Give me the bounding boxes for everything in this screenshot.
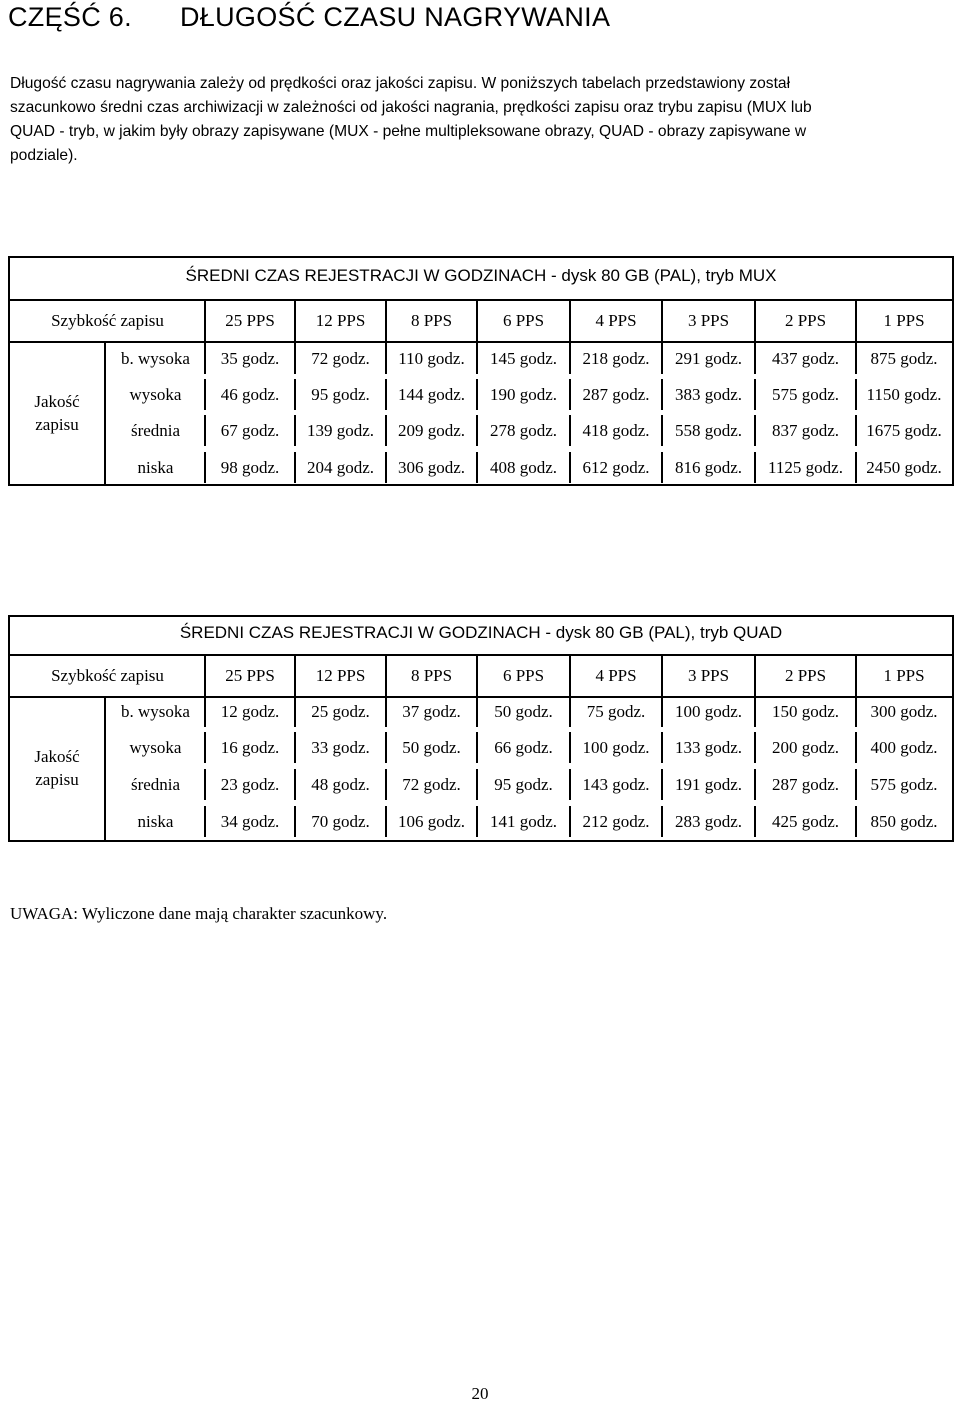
- quality-level: niska: [137, 457, 174, 477]
- cell-divider: [294, 769, 296, 800]
- time-cell: 98 godz.: [220, 457, 280, 477]
- time-cell: 100 godz.: [582, 737, 650, 757]
- cell-divider: [661, 343, 663, 374]
- speed-header-cell: 6 PPS: [502, 311, 545, 330]
- cell-divider: [754, 806, 756, 837]
- cell-divider: [385, 806, 387, 837]
- intro-line: Długość czasu nagrywania zależy od prędkości oraz jakości zapisu. W poniższych tabelach przedstawiony został: [10, 75, 791, 92]
- time-cell: 33 godz.: [311, 737, 370, 757]
- time-cell: 46 godz.: [220, 384, 280, 404]
- cell-divider: [661, 696, 663, 727]
- time-cell: 287 godz.: [771, 774, 840, 794]
- time-cell: 204 godz.: [306, 457, 375, 477]
- time-cell: 278 godz.: [489, 420, 558, 440]
- speed-header-cell: 2 PPS: [784, 311, 827, 330]
- table-row: [106, 693, 952, 730]
- time-cell: 110 godz.: [398, 348, 465, 368]
- cell-divider: [855, 806, 857, 837]
- header-divider: [476, 656, 478, 696]
- speed-label: Szybkość zapisu: [51, 666, 164, 685]
- cell-divider: [385, 415, 387, 446]
- time-cell: 133 godz.: [674, 737, 743, 757]
- header-divider: [661, 301, 663, 341]
- cell-divider: [855, 343, 857, 374]
- time-cell: 143 godz.: [582, 774, 650, 794]
- speed-header-cell: 3 PPS: [687, 666, 730, 685]
- speed-header-cell: 2 PPS: [784, 666, 827, 685]
- cell-divider: [569, 343, 571, 374]
- speed-header-cell: 6 PPS: [502, 666, 545, 685]
- cell-divider: [754, 415, 756, 446]
- time-cell: 72 godz.: [402, 774, 461, 794]
- time-cell: 150 godz.: [771, 701, 840, 721]
- cell-divider: [385, 732, 387, 763]
- time-cell: 100 godz.: [674, 701, 743, 721]
- cell-divider: [569, 452, 571, 483]
- cell-divider: [569, 415, 571, 446]
- speed-header-cell: 8 PPS: [410, 666, 453, 685]
- cell-divider: [204, 696, 206, 727]
- header-divider: [855, 301, 857, 341]
- speed-header-cell: 4 PPS: [595, 666, 637, 685]
- section-title: DŁUGOŚĆ CZASU NAGRYWANIA: [180, 2, 611, 32]
- quality-label-line: zapisu: [35, 414, 79, 434]
- cell-divider: [855, 452, 857, 483]
- cell-divider: [855, 769, 857, 800]
- quality-level: średnia: [130, 420, 181, 440]
- cell-divider: [476, 769, 478, 800]
- time-cell: 575 godz.: [771, 384, 840, 404]
- cell-divider: [855, 415, 857, 446]
- cell-divider: [476, 379, 478, 410]
- cell-divider: [294, 732, 296, 763]
- time-cell: 837 godz.: [771, 420, 840, 440]
- header-divider: [476, 301, 478, 341]
- quality-label-line: Jakość: [34, 747, 80, 766]
- intro-line: szacunkowo średni czas archiwizacji w zależności od jakości nagrania, prędkości zapisu oraz trybu zapisu (MUX lub: [10, 99, 812, 116]
- cell-divider: [661, 769, 663, 800]
- time-cell: 66 godz.: [494, 737, 553, 757]
- time-cell: 575 godz.: [870, 774, 938, 794]
- cell-divider: [661, 452, 663, 483]
- speed-header-cell: 1 PPS: [883, 311, 925, 330]
- time-cell: 139 godz.: [306, 420, 375, 440]
- quality-level: niska: [137, 811, 174, 831]
- cell-divider: [476, 696, 478, 727]
- quality-level: b. wysoka: [121, 701, 190, 721]
- time-cell: 16 godz.: [220, 737, 280, 757]
- header-divider: [569, 301, 571, 341]
- cell-divider: [569, 696, 571, 727]
- time-cell: 816 godz.: [674, 457, 743, 477]
- cell-divider: [754, 732, 756, 763]
- cell-divider: [754, 343, 756, 374]
- header-divider: [754, 301, 756, 341]
- time-cell: 1125 godz.: [768, 457, 843, 477]
- cell-divider: [385, 343, 387, 374]
- quad-table: [8, 615, 954, 842]
- quality-level: b. wysoka: [121, 348, 190, 368]
- time-cell: 212 godz.: [582, 811, 650, 831]
- header-divider: [385, 656, 387, 696]
- time-cell: 48 godz.: [311, 774, 370, 794]
- header-divider: [204, 301, 206, 341]
- quality-label: [10, 341, 104, 484]
- cell-divider: [204, 415, 206, 446]
- time-cell: 437 godz.: [771, 348, 840, 368]
- header-divider: [294, 301, 296, 341]
- intro-line: podziale).: [10, 147, 78, 164]
- time-cell: 1150 godz.: [866, 384, 942, 404]
- cell-divider: [754, 379, 756, 410]
- cell-divider: [204, 732, 206, 763]
- speed-header-cell: 12 PPS: [315, 311, 366, 330]
- time-cell: 283 godz.: [674, 811, 743, 831]
- cell-divider: [385, 696, 387, 727]
- table-row: [106, 340, 952, 377]
- speed-label: Szybkość zapisu: [51, 311, 164, 330]
- time-cell: 191 godz.: [674, 774, 743, 794]
- quality-level: średnia: [130, 774, 181, 794]
- time-cell: 75 godz.: [586, 701, 646, 721]
- cell-divider: [476, 732, 478, 763]
- speed-header-cell: 8 PPS: [410, 311, 453, 330]
- page-heading: [8, 2, 610, 33]
- cell-divider: [661, 732, 663, 763]
- time-cell: 25 godz.: [311, 701, 370, 721]
- quality-label-line: zapisu: [35, 770, 79, 789]
- time-cell: 34 godz.: [220, 811, 280, 831]
- time-cell: 144 godz.: [397, 384, 466, 404]
- cell-divider: [385, 769, 387, 800]
- time-cell: 209 godz.: [397, 420, 466, 440]
- time-cell: 190 godz.: [489, 384, 558, 404]
- cell-divider: [855, 732, 857, 763]
- quality-level: wysoka: [129, 737, 182, 757]
- cell-divider: [661, 379, 663, 410]
- cell-divider: [294, 343, 296, 374]
- time-cell: 141 godz.: [489, 811, 558, 831]
- cell-divider: [855, 379, 857, 410]
- time-cell: 408 godz.: [489, 457, 558, 477]
- time-cell: 106 godz.: [397, 811, 466, 831]
- note-text: UWAGA: Wyliczone dane mają charakter szacunkowy.: [10, 904, 388, 923]
- speed-header-cell: 25 PPS: [225, 311, 275, 330]
- cell-divider: [385, 452, 387, 483]
- time-cell: 50 godz.: [402, 737, 461, 757]
- time-cell: 200 godz.: [771, 737, 840, 757]
- speed-header-cell: 1 PPS: [883, 666, 925, 685]
- table-title: ŚREDNI CZAS REJESTRACJI W GODZINACH - dysk 80 GB (PAL), tryb QUAD: [179, 623, 783, 642]
- time-cell: 145 godz.: [489, 348, 558, 368]
- time-cell: 95 godz.: [494, 774, 553, 794]
- header-divider: [661, 656, 663, 696]
- cell-divider: [754, 452, 756, 483]
- cell-divider: [569, 806, 571, 837]
- quality-level: wysoka: [129, 384, 182, 404]
- time-cell: 95 godz.: [311, 384, 370, 404]
- cell-divider: [204, 806, 206, 837]
- cell-divider: [476, 343, 478, 374]
- cell-divider: [294, 696, 296, 727]
- table-row: [106, 766, 952, 803]
- cell-divider: [661, 806, 663, 837]
- header-divider: [385, 301, 387, 341]
- page-number: 20: [471, 1384, 489, 1403]
- time-cell: 850 godz.: [870, 811, 938, 831]
- time-cell: 218 godz.: [582, 348, 650, 368]
- header-divider: [204, 656, 206, 696]
- time-cell: 67 godz.: [220, 420, 280, 440]
- cell-divider: [476, 452, 478, 483]
- cell-divider: [204, 769, 206, 800]
- time-cell: 875 godz.: [870, 348, 938, 368]
- time-cell: 418 godz.: [582, 420, 650, 440]
- time-cell: 291 godz.: [674, 348, 743, 368]
- cell-divider: [569, 769, 571, 800]
- header-divider: [569, 656, 571, 696]
- time-cell: 23 godz.: [220, 774, 280, 794]
- header-divider: [754, 656, 756, 696]
- table-row: [106, 412, 952, 449]
- cell-divider: [294, 806, 296, 837]
- speed-header-cell: 4 PPS: [595, 311, 637, 330]
- time-cell: 558 godz.: [674, 420, 743, 440]
- time-cell: 612 godz.: [582, 457, 650, 477]
- time-cell: 383 godz.: [674, 384, 743, 404]
- cell-divider: [204, 379, 206, 410]
- cell-divider: [204, 343, 206, 374]
- table-row: [106, 449, 952, 486]
- cell-divider: [661, 415, 663, 446]
- time-cell: 287 godz.: [582, 384, 650, 404]
- time-cell: 400 godz.: [870, 737, 938, 757]
- time-cell: 300 godz.: [870, 701, 938, 721]
- speed-header-row: [10, 654, 952, 698]
- speed-header-row: [10, 299, 952, 343]
- cell-divider: [294, 452, 296, 483]
- time-cell: 50 godz.: [494, 701, 553, 721]
- time-cell: 35 godz.: [220, 348, 280, 368]
- table-title: ŚREDNI CZAS REJESTRACJI W GODZINACH - dysk 80 GB (PAL), tryb MUX: [185, 266, 777, 285]
- intro-line: QUAD - tryb, w jakim były obrazy zapisywane (MUX - pełne multipleksowane obrazy, QUAD - obrazy zapisywane w: [10, 123, 807, 140]
- cell-divider: [754, 769, 756, 800]
- speed-header-cell: 25 PPS: [225, 666, 275, 685]
- cell-divider: [204, 452, 206, 483]
- table-row: [106, 376, 952, 413]
- time-cell: 37 godz.: [402, 701, 461, 721]
- cell-divider: [385, 379, 387, 410]
- time-cell: 70 godz.: [311, 811, 370, 831]
- time-cell: 425 godz.: [771, 811, 840, 831]
- cell-divider: [855, 696, 857, 727]
- intro-paragraph: [10, 72, 940, 168]
- cell-divider: [569, 732, 571, 763]
- time-cell: 72 godz.: [311, 348, 370, 368]
- table-row: [106, 803, 952, 840]
- cell-divider: [476, 806, 478, 837]
- cell-divider: [569, 379, 571, 410]
- section-number: CZĘŚĆ 6.: [8, 2, 132, 32]
- time-cell: 1675 godz.: [866, 420, 942, 440]
- quality-label: [10, 696, 104, 840]
- speed-header-cell: 3 PPS: [687, 311, 730, 330]
- cell-divider: [476, 415, 478, 446]
- table-row: [106, 729, 952, 766]
- cell-divider: [294, 415, 296, 446]
- time-cell: 12 godz.: [220, 701, 280, 721]
- quality-label-line: Jakość: [34, 391, 80, 411]
- time-cell: 2450 godz.: [866, 457, 942, 477]
- cell-divider: [294, 379, 296, 410]
- mux-table: [8, 256, 954, 486]
- header-divider: [855, 656, 857, 696]
- time-cell: 306 godz.: [397, 457, 466, 477]
- cell-divider: [754, 696, 756, 727]
- speed-header-cell: 12 PPS: [315, 666, 366, 685]
- header-divider: [294, 656, 296, 696]
